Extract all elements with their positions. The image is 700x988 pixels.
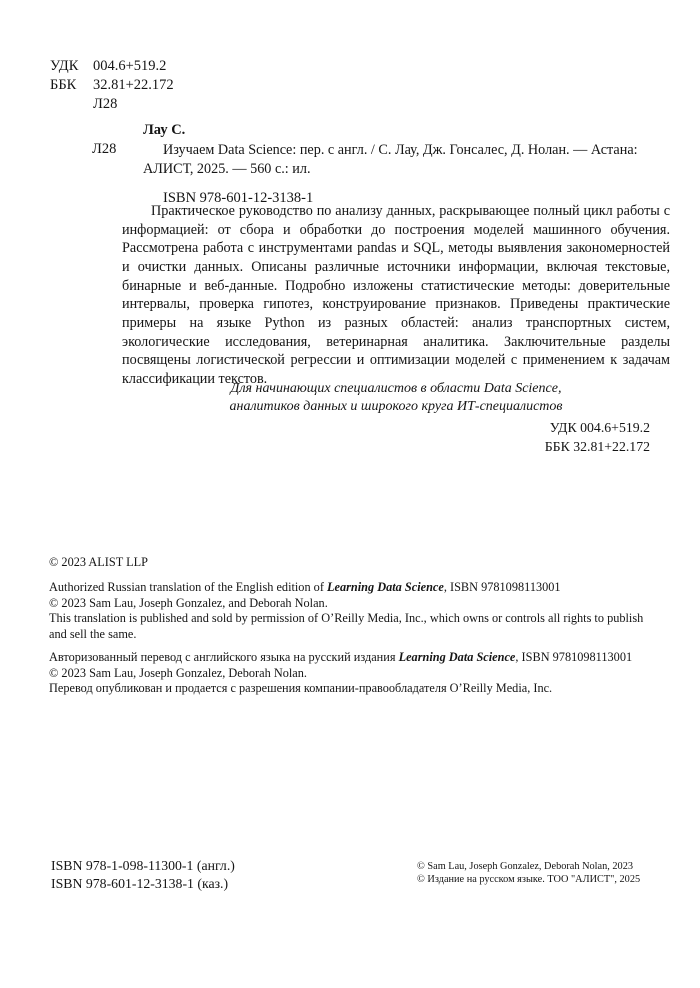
book-title-russian-notice: Learning Data Science [398,650,516,664]
annotation-paragraph: Практическое руководство по анализу данных, раскрывающее полный цикл работы с информацией: от сбора и обработки до построения моделей машинного обучения. Рассмотрена работа с инструментами pandas и SQL, методы выявления закономерностей и очистки данных. Описаны различные источники информации, включая текстовые, бинарные и веб-данные. Подробно изложены статистические методы: доверительные интервалы, проверка гипотез, конструирование признаков. Приведены практические примеры на языке Python из разных областей: анализ транспортных систем, экологические исследования, ветеринарная аналитика. Заключительные разделы посвящены логистической регрессии и оптимизации моделей с применением к задачам классификации текстов. [122,203,670,387]
bbk-value: 32.81+22.172 [93,76,174,93]
copyright-russian-edition: © Издание на русском языке. ТОО "АЛИСТ", 2025 [417,874,641,886]
udk-right: УДК 004.6+519.2 [549,420,650,435]
russian-rights-line-2: © 2023 Sam Lau, Joseph Gonzalez, Deborah Nolan. [49,665,307,680]
copyright-authors: © Sam Lau, Joseph Gonzalez, Deborah Nolan, 2023 [417,861,633,872]
catalog-codes-right [0,419,650,456]
bbk-right: ББК 32.81+22.172 [544,438,650,454]
udk-label: УДК [50,58,79,74]
bbk-row [50,76,174,95]
bib-author-sign: Л28 [92,141,117,157]
udk-row [50,57,174,76]
author-sign-row [50,95,174,114]
russian-rights-line-3: Перевод опубликован и продается с разрешения компании-правообладателя O’Reilly Media, Inc. [49,681,553,696]
english-rights-line-2: © 2023 Sam Lau, Joseph Gonzalez, and Deborah Nolan. [49,595,328,610]
udk-value: 004.6+519.2 [93,58,167,74]
footer-copyright-block [417,860,640,887]
author-sign: Л28 [93,95,118,112]
bib-description: Изучаем Data Science: пер. с англ. / С. Лау, Дж. Гонсалес, Д. Нолан. — Астана: АЛИСТ, 2025. — 560 с.: ил. [143,142,638,177]
bbk-label: ББК [50,76,77,93]
russian-rights-notice [49,650,655,697]
english-line1-suffix: , ISBN 9781098113001 [443,580,561,594]
russian-line1-suffix: , ISBN 9781098113001 [515,650,633,664]
audience-line-2: аналитиков данных и широкого круга ИТ-специалистов [229,399,563,415]
english-rights-notice [49,580,655,642]
footer-isbn-block [51,857,235,893]
book-title-english: Learning Data Science [327,580,444,594]
isbn-english: ISBN 978-1-098-11300-1 (англ.) [51,858,235,873]
russian-rights-line-1 [49,650,655,666]
english-rights-line-3: This translation is published and sold by permission of O’Reilly Media, Inc., which owns or controls all rights to publish and sell the same. [49,611,644,641]
bib-author-heading: Лау С. [143,122,186,138]
audience-note [122,380,670,417]
isbn-main: ISBN 978-601-12-3138-1 [163,190,314,206]
audience-line-1: Для начинающих специалистов в области Data Science, [230,381,562,396]
english-line1-prefix: Authorized Russian translation of the English edition of [49,580,328,594]
english-rights-line-1 [49,580,655,596]
copyright-alist: © 2023 ALIST LLP [49,555,148,569]
catalog-codes-block [50,57,174,113]
russian-line1-prefix: Авторизованный перевод с английского языка на русский издания [49,650,399,664]
isbn-kazakh: ISBN 978-601-12-3138-1 (каз.) [51,875,229,891]
